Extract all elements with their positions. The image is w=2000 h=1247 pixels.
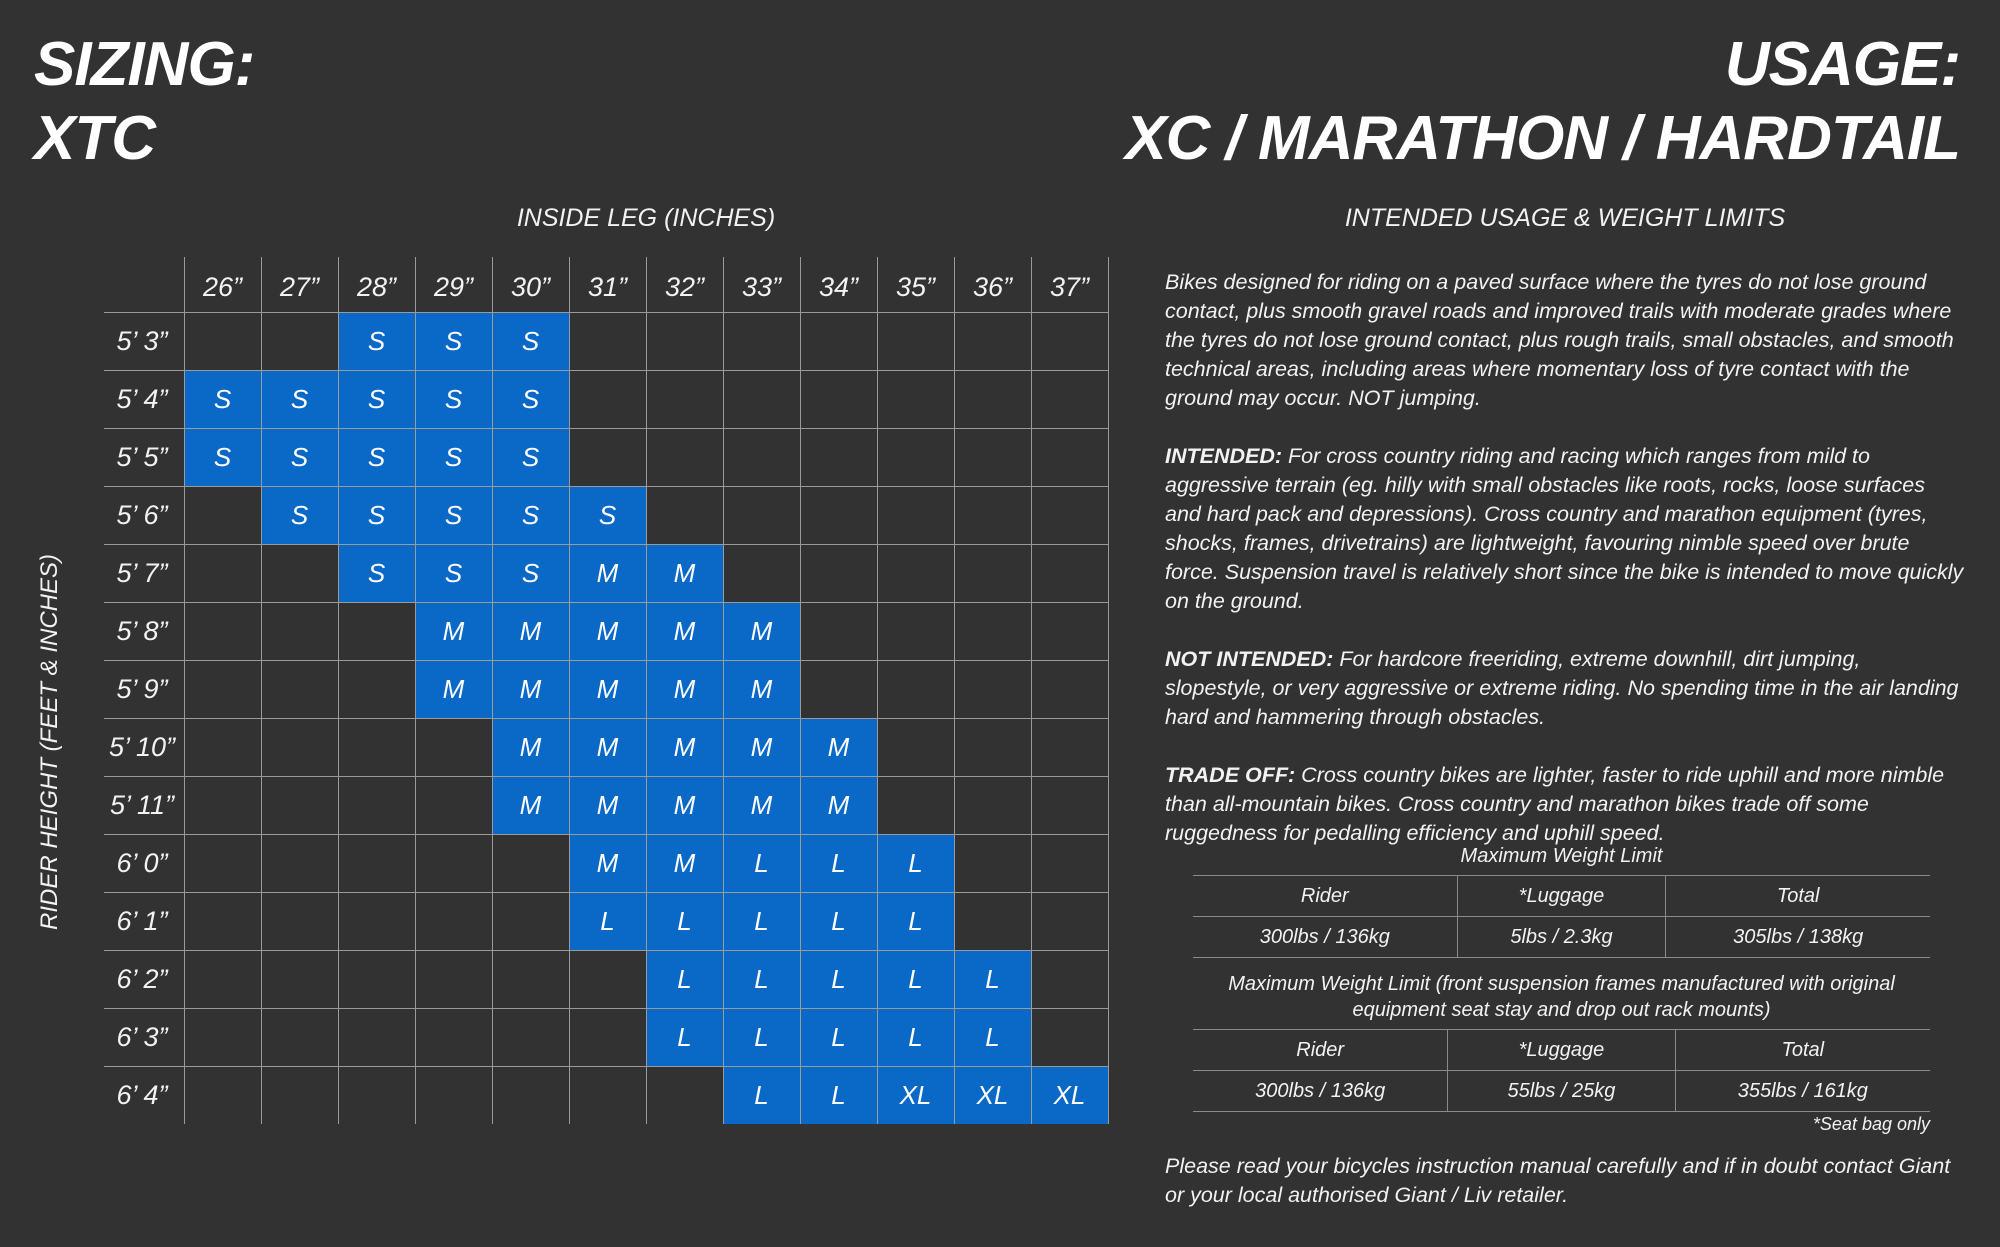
size-label: M (673, 790, 696, 820)
size-label: L (754, 964, 769, 994)
size-label: S (290, 500, 309, 530)
size-label: S (521, 442, 540, 472)
size-label: S (598, 500, 617, 530)
rider-height-tick-label: 5’ 11” (109, 790, 175, 820)
weight-limit-rack-table (1193, 971, 1930, 1112)
not-intended-text: For hardcore freeriding, extreme downhill, dirt jumping, slopestyle, or very aggressive or extreme riding. No spending time in the air landing hard and hammering through obstacles. (1165, 647, 1959, 729)
rider-height-tick-label: 5’ 10” (108, 732, 176, 762)
inside-leg-tick-label: 31” (587, 272, 628, 302)
inside-leg-tick-label: 27” (279, 272, 320, 302)
size-label: XL (899, 1080, 932, 1110)
size-label: M (673, 616, 696, 646)
rider-height-tick-label: 6’ 3” (116, 1022, 168, 1052)
size-label: S (213, 442, 232, 472)
size-label: M (519, 616, 542, 646)
inside-leg-tick-label: 28” (356, 272, 397, 302)
rider-height-tick-label: 5’ 3” (116, 326, 168, 356)
weight-value-luggage: 5lbs / 2.3kg (1457, 917, 1666, 958)
size-label: L (985, 964, 1000, 994)
size-label: L (831, 1022, 846, 1052)
y-axis-label: RIDER HEIGHT (FEET & INCHES) (36, 553, 63, 931)
inside-leg-tick-label: 26” (202, 272, 243, 302)
size-label: M (596, 616, 619, 646)
weight-value-total: 355lbs / 161kg (1675, 1071, 1930, 1112)
weight-value-rider: 300lbs / 136kg (1193, 917, 1457, 958)
weight-header-rider: Rider (1193, 876, 1457, 917)
weight-limit-table (1193, 843, 1930, 958)
size-label: L (908, 848, 923, 878)
size-label: M (596, 848, 619, 878)
size-label: S (521, 384, 540, 414)
weight-limit-rack-caption: Maximum Weight Limit (front suspension frames manufactured with original equipment seat stay and drop out rack mounts) (1228, 973, 1895, 1021)
tradeoff-paragraph (1165, 761, 1965, 848)
size-label: L (600, 906, 615, 936)
size-label: XL (976, 1080, 1009, 1110)
size-label: S (367, 326, 386, 356)
weight-header-total: Total (1675, 1030, 1930, 1071)
tradeoff-text: Cross country bikes are lighter, faster to ride uphill and more nimble than all-mountain bikes. Cross country and marathon bikes trade off some ruggedness for pedalling efficiency and uphill speed. (1165, 763, 1945, 845)
rider-height-tick-label: 5’ 7” (116, 558, 168, 588)
rider-height-tick-label: 6’ 0” (116, 848, 168, 878)
size-label: S (444, 326, 463, 356)
size-label: S (521, 326, 540, 356)
usage-title-line2: XC / MARATHON / HARDTAIL (1125, 104, 1960, 173)
size-label: M (750, 790, 773, 820)
inside-leg-tick-label: 36” (972, 272, 1013, 302)
usage-text-block (1165, 268, 1965, 877)
weight-header-luggage: *Luggage (1448, 1030, 1675, 1071)
weight-header-total: Total (1666, 876, 1930, 917)
size-label: L (754, 1080, 769, 1110)
size-label: L (985, 1022, 1000, 1052)
inside-leg-tick-label: 33” (741, 272, 782, 302)
size-label: M (596, 558, 619, 588)
size-label: L (908, 964, 923, 994)
size-label: M (673, 558, 696, 588)
size-label: M (673, 674, 696, 704)
inside-leg-tick-label: 34” (818, 272, 859, 302)
inside-leg-tick-label: 32” (664, 272, 705, 302)
weight-header-rider: Rider (1193, 1030, 1448, 1071)
size-label: M (519, 674, 542, 704)
size-label: XL (1053, 1080, 1086, 1110)
size-label: M (442, 616, 465, 646)
size-label: S (290, 384, 309, 414)
intended-label: INTENDED: (1165, 444, 1283, 468)
size-label: M (673, 732, 696, 762)
weight-value-luggage: 55lbs / 25kg (1448, 1071, 1675, 1112)
rider-height-tick-label: 5’ 9” (116, 674, 168, 704)
size-label: L (908, 1022, 923, 1052)
size-label: M (750, 616, 773, 646)
usage-title-line1: USAGE: (1724, 30, 1960, 99)
size-label: L (677, 906, 692, 936)
rider-height-tick-label: 5’ 5” (116, 442, 168, 472)
size-label: L (908, 906, 923, 936)
usage-title (1125, 28, 1960, 176)
weight-header-luggage: *Luggage (1457, 876, 1666, 917)
size-label: S (444, 500, 463, 530)
inside-leg-tick-label: 29” (433, 272, 474, 302)
size-label: S (444, 442, 463, 472)
seat-bag-note: *Seat bag only (1812, 1114, 1930, 1134)
size-label: S (367, 384, 386, 414)
weight-limit-caption: Maximum Weight Limit (1460, 845, 1663, 867)
size-label: M (442, 674, 465, 704)
sizing-title-line2: XTC (34, 104, 155, 173)
weight-value-rider: 300lbs / 136kg (1193, 1071, 1448, 1112)
usage-heading: INTENDED USAGE & WEIGHT LIMITS (1344, 204, 1786, 232)
usage-description: Bikes designed for riding on a paved surface where the tyres do not lose ground contact, plus smooth gravel roads and improved trails with moderate grades where the tyres do not lose ground contact, plus rough trails, small obstacles, and smooth technical areas, including areas where momentary loss of tyre contact with the ground may occur. NOT jumping. (1165, 270, 1954, 410)
size-label: M (750, 732, 773, 762)
size-label: M (519, 732, 542, 762)
size-label: M (750, 674, 773, 704)
rider-height-tick-label: 6’ 1” (116, 906, 168, 936)
intended-paragraph (1165, 442, 1965, 616)
size-label: S (521, 558, 540, 588)
size-label: M (827, 790, 850, 820)
rider-height-tick-label: 5’ 4” (116, 384, 168, 414)
size-label: L (831, 906, 846, 936)
size-label: L (677, 1022, 692, 1052)
not-intended-label: NOT INTENDED: (1165, 647, 1334, 671)
size-label: S (367, 500, 386, 530)
size-label: S (367, 442, 386, 472)
size-label: S (444, 384, 463, 414)
rider-height-tick-label: 6’ 4” (116, 1080, 168, 1110)
footer-note: Please read your bicycles instruction manual carefully and if in doubt contact Giant or your local authorised Giant / Liv retailer. (1165, 1154, 1951, 1207)
size-label: L (754, 1022, 769, 1052)
size-label: M (596, 674, 619, 704)
size-label: S (213, 384, 232, 414)
size-label: L (831, 848, 846, 878)
intended-text: For cross country riding and racing which ranges from mild to aggressive terrain (eg. hilly with small obstacles like roots, rocks, loose surfaces and hard pack and depressions). Cross country and marathon equipment (tyres, shocks, frames, drivetrains) are lightweight, favouring nimble speed over brute force. Suspension travel is relatively short since the bike is intended to move quickly on the ground. (1165, 444, 1964, 613)
rider-height-tick-label: 6’ 2” (116, 964, 168, 994)
size-label: M (827, 732, 850, 762)
size-label: S (367, 558, 386, 588)
sizing-title-line1: SIZING: (34, 30, 255, 99)
size-label: M (673, 848, 696, 878)
inside-leg-tick-label: 35” (895, 272, 936, 302)
size-label: M (596, 732, 619, 762)
size-label: S (521, 500, 540, 530)
size-label: L (677, 964, 692, 994)
tradeoff-label: TRADE OFF: (1165, 763, 1296, 787)
size-label: L (831, 1080, 846, 1110)
x-axis-label: INSIDE LEG (INCHES) (516, 204, 776, 232)
size-label: L (831, 964, 846, 994)
inside-leg-tick-label: 37” (1049, 272, 1090, 302)
size-label: S (444, 558, 463, 588)
size-label: L (754, 848, 769, 878)
size-label: S (290, 442, 309, 472)
rider-height-tick-label: 5’ 6” (116, 500, 168, 530)
not-intended-paragraph (1165, 645, 1965, 732)
weight-value-total: 305lbs / 138kg (1666, 917, 1930, 958)
rider-height-tick-label: 5’ 8” (116, 616, 168, 646)
inside-leg-tick-label: 30” (510, 272, 551, 302)
size-label: M (519, 790, 542, 820)
size-label: M (596, 790, 619, 820)
size-label: L (754, 906, 769, 936)
